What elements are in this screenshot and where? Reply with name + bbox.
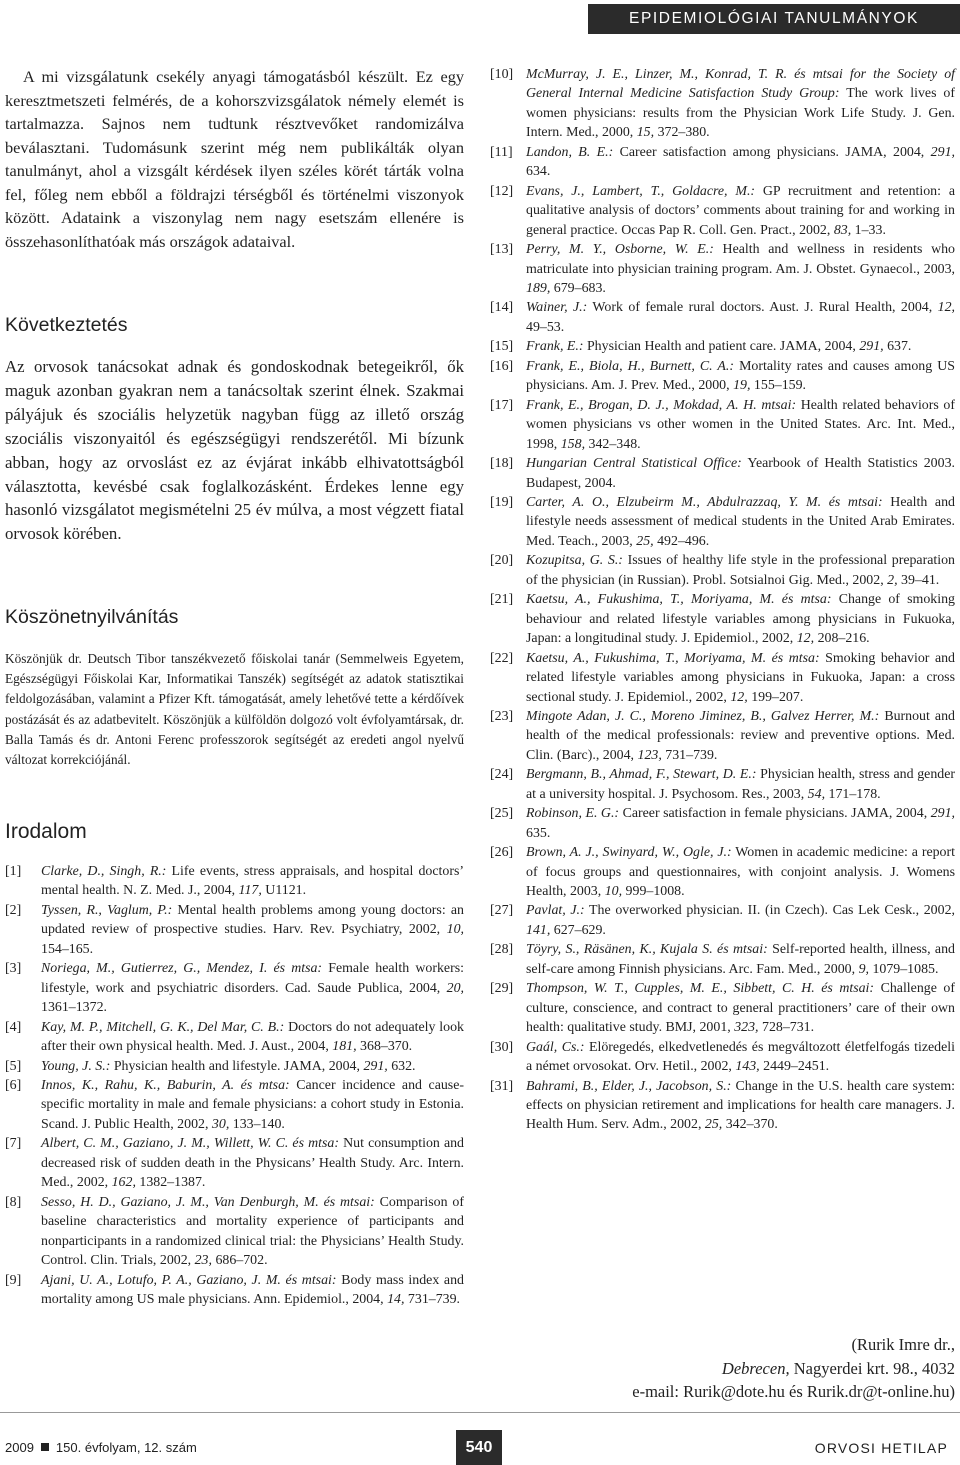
reference-number: [7]: [5, 1136, 22, 1152]
reference-authors: Bahrami, B., Elder, J., Jacobson, S.:: [526, 1078, 732, 1094]
reference-number: [25]: [490, 806, 514, 822]
reference-number: [2]: [5, 902, 22, 918]
reference-number: [15]: [490, 339, 514, 355]
reference-volume: 181,: [332, 1039, 357, 1055]
reference-pages: 368–370.: [356, 1039, 413, 1055]
reference-item: [490, 551, 955, 590]
reference-text: Women in academic medicine: a report of focus groups and questionnaires, with conjoint analysis. J. Womens Health, 2003,: [526, 845, 955, 900]
reference-volume: 25,: [636, 533, 654, 549]
reference-number: [30]: [490, 1039, 514, 1055]
reference-number: [10]: [490, 67, 514, 82]
reference-text: Change in the U.S. health care system: effects on physician retirement and implications for health care managers. J. Health Hum. Serv. Adm., 2002,: [526, 1078, 955, 1133]
square-bullet-icon: [41, 1443, 49, 1451]
reference-item: [5, 1076, 464, 1134]
reference-volume: 141,: [526, 922, 551, 938]
reference-text: Career satisfaction among physicians. JAMA, 2004,: [613, 144, 931, 160]
reference-item: [490, 843, 955, 901]
reference-number: [23]: [490, 708, 514, 724]
reference-authors: Evans, J., Lambert, T., Goldacre, M.:: [526, 183, 756, 199]
reference-text: Smoking behavior and related lifestyle variables among physicians in Fukuoka, Japan: a cross sectional study. J. Epidemiol., 2002,: [526, 650, 955, 705]
reference-authors: Brown, A. J., Swinyard, W., Ogle, J.:: [526, 845, 732, 861]
reference-item: [490, 493, 955, 551]
reference-volume: 143,: [735, 1059, 760, 1075]
reference-authors: Frank, E., Brogan, D. J., Mokdad, A. H. mtsai:: [526, 397, 797, 413]
reference-pages: 372–380.: [654, 125, 710, 141]
reference-item: [490, 182, 955, 240]
reference-text: Health and wellness in residents who matriculate into physician training program. Am. J. Obstet. Gynaecol., 2003,: [526, 242, 956, 277]
reference-authors: McMurray, J. E., Linzer, M., Konrad, T. R. és mtsai for the Society of General Internal Medicine Satisfaction Study Group:: [526, 67, 955, 102]
reference-text: Physician health, stress and gender at a university hospital. J. Psychosom. Res., 2003,: [526, 767, 955, 802]
reference-pages: 731–739.: [404, 1291, 461, 1307]
reference-text: Burnout and health of the medical professionals: review and preventive options. Med. Clin. (Barc)., 2004,: [526, 708, 955, 763]
reference-number: [4]: [5, 1019, 22, 1035]
reference-item: [490, 707, 955, 765]
reference-authors: Bergmann, B., Ahmad, F., Stewart, D. E.:: [526, 767, 757, 783]
reference-text: Life events, stress appraisals, and hospital doctors’ mental health. N. Z. Med. J., 2004,: [41, 864, 464, 899]
reference-pages: 39–41.: [897, 572, 940, 588]
references-list-left: [5, 862, 464, 1309]
reference-number: [31]: [490, 1078, 514, 1094]
reference-pages: 1382–1387.: [135, 1175, 206, 1191]
reference-volume: 291,: [363, 1058, 388, 1074]
reference-pages: 1–33.: [851, 222, 886, 238]
reference-number: [8]: [5, 1194, 22, 1210]
address-street-line: [490, 1357, 955, 1381]
reference-item: [5, 1193, 464, 1271]
page-number: 540: [456, 1430, 502, 1465]
reference-pages: 49–53.: [526, 319, 565, 335]
reference-item: [5, 862, 464, 901]
reference-pages: U1121.: [261, 883, 307, 899]
address-name: (Rurik Imre dr.,: [851, 1335, 955, 1354]
reference-pages: 632.: [387, 1058, 416, 1074]
reference-item: [490, 804, 955, 843]
reference-authors: Noriega, M., Gutierrez, G., Mendez, I. és mtsa:: [41, 961, 323, 977]
reference-text: Yearbook of Health Statistics 2003. Budapest, 2004.: [526, 456, 955, 491]
reference-number: [5]: [5, 1058, 22, 1074]
reference-authors: Kay, M. P., Mitchell, G. K., Del Mar, C. B.:: [41, 1019, 285, 1035]
reference-text: Nut consumption and decreased risk of sudden death in the Physicans’ Health Study. Arc. Intern. Med., 2002,: [41, 1136, 465, 1191]
reference-text: Mental health problems among young doctors: an updated review of prospective studies. Harv. Rev. Psychiatry, 2002,: [41, 902, 464, 938]
references-heading: Irodalom: [5, 820, 87, 843]
reference-authors: Robinson, E. G.:: [526, 806, 620, 822]
reference-number: [27]: [490, 903, 514, 919]
reference-authors: Kozupitsa, G. S.:: [526, 553, 623, 569]
reference-authors: Landon, B. E.:: [526, 144, 614, 160]
page-header: [0, 0, 960, 37]
reference-volume: 12,: [730, 689, 748, 705]
reference-text: Mortality rates and causes among US physicians. Am. J. Prev. Med., 2000,: [526, 358, 955, 394]
reference-text: The work lives of women physicians: results from the Physician Work Life Study. J. Gen. Intern. Med., 2000,: [526, 86, 955, 141]
section-title: EPIDEMIOLÓGIAI TANULMÁNYOK: [588, 4, 960, 34]
reference-number: [12]: [490, 183, 514, 199]
address-city: Debrecen,: [721, 1358, 790, 1378]
reference-number: [26]: [490, 845, 514, 861]
reference-item: [490, 240, 955, 298]
reference-authors: Kaetsu, A., Fukushima, T., Moriyama, M. és mtsa:: [526, 592, 832, 608]
reference-volume: 25,: [704, 1117, 723, 1133]
reference-pages: 342–348.: [585, 436, 641, 452]
reference-authors: Mingote Adan, J. C., Moreno Jiminez, B., Galvez Herrer, M.:: [526, 708, 880, 724]
reference-text: Physician health and lifestyle. JAMA, 2004,: [110, 1058, 364, 1074]
reference-authors: Carter, A. O., Elzubeirm M., Abdulrazzaq, Y. M. és mtsai:: [526, 494, 883, 510]
reference-number: [29]: [490, 981, 514, 997]
reference-volume: 83,: [833, 222, 852, 238]
reference-volume: 20,: [446, 980, 464, 996]
reference-volume: 291,: [930, 144, 955, 160]
reference-text: Self-reported health, illness, and self-care among Finnish physicians. Arc. Fam. Med., 2000,: [526, 942, 955, 977]
conclusion-heading: Következtetés: [5, 314, 128, 336]
reference-number: [14]: [490, 300, 514, 316]
reference-volume: 12,: [796, 631, 815, 647]
reference-text: Comparison of baseline characteristics and mortality experience of participants and nonparticipants in a randomized clinical trial: the Physicians’ Health Study. Control. Clin. Trials, 2002,: [41, 1194, 464, 1269]
reference-volume: 291,: [859, 339, 884, 355]
reference-item: [490, 940, 955, 979]
address-street: Nagyerdei krt. 98., 4032: [789, 1358, 955, 1378]
reference-authors: Töyry, S., Räsänen, K., Kujala S. és mtsai:: [526, 942, 768, 958]
footer-issue-info: [5, 1440, 197, 1455]
reference-item: [490, 979, 955, 1037]
reference-item: [490, 765, 955, 804]
reference-authors: Ajani, U. A., Lotufo, P. A., Gaziano, J. M. és mtsai:: [41, 1272, 337, 1288]
reference-number: [11]: [490, 144, 513, 160]
reference-volume: 19,: [733, 378, 751, 394]
reference-pages: 999–1008.: [622, 884, 685, 900]
conclusion-paragraph: Az orvosok tanácsokat adnak és gondoskodnak betegeikről, ők maguk azonban gyakran nem a tanácsoltak szerint élnek. Szakmai pályájuk és szociális helyzetük nagyban függ az illető ország szociális viszonyaitól és egészségügyi rendszerétől. Mi bízunk abban, hogy az orvoslást ez az évjárat inkább elhivatottságból választotta, kevésbé csak foglalkozásként. Érdekes lenne egy hasonló vizsgálatot megismételni 25 év múlva, a most végzett fiatal orvosok körében.: [5, 357, 464, 544]
reference-item: [490, 454, 955, 493]
reference-number: [20]: [490, 553, 514, 569]
reference-item: [490, 396, 955, 454]
reference-item: [5, 1057, 464, 1076]
reference-volume: 323,: [734, 1020, 759, 1036]
reference-item: [5, 959, 464, 1017]
reference-volume: 54,: [807, 786, 826, 802]
reference-pages: 728–731.: [758, 1020, 815, 1036]
reference-item: [490, 337, 955, 356]
reference-number: [18]: [490, 456, 514, 472]
reference-number: [19]: [490, 494, 514, 510]
reference-pages: 686–702.: [211, 1253, 268, 1269]
references-list-right: [490, 65, 955, 1135]
reference-item: [490, 1077, 955, 1135]
reference-text: Career satisfaction in female physicians. JAMA, 2004,: [619, 806, 931, 822]
reference-item: [490, 357, 955, 396]
reference-text: Challenge of culture, conscience, and contract to general practitioners’ care of their own health: qualitative study. BMJ, 2001,: [526, 981, 955, 1036]
reference-number: [22]: [490, 650, 514, 666]
reference-text: Health and lifestyle needs assessment of medical students in the United Arab Emirates. Med. Teach., 2003,: [526, 494, 955, 549]
reference-number: [17]: [490, 397, 514, 413]
reference-pages: 634.: [526, 164, 551, 180]
reference-pages: 133–140.: [229, 1116, 285, 1132]
reference-authors: Wainer, J.:: [526, 300, 588, 316]
reference-text: The overworked physician. II. (in Czech). Cas Lek Cesk., 2002,: [584, 903, 955, 919]
reference-pages: 342–370.: [722, 1117, 778, 1133]
reference-item: [490, 65, 955, 143]
reference-volume: 10,: [446, 922, 464, 938]
reference-authors: Perry, M. Y., Osborne, W. E.:: [526, 242, 714, 258]
reference-authors: Frank, E., Biola, H., Burnett, C. A.:: [526, 358, 735, 374]
reference-text: Work of female rural doctors. Aust. J. Rural Health, 2004,: [587, 300, 938, 316]
reference-authors: Pavlat, J.:: [526, 903, 585, 919]
reference-item: [5, 1134, 464, 1192]
reference-item: [490, 1038, 955, 1077]
reference-item: [490, 649, 955, 707]
reference-number: [16]: [490, 358, 514, 374]
reference-item: [5, 1271, 464, 1310]
reference-number: [28]: [490, 942, 514, 958]
reference-text: Change of smoking behaviour and related lifestyle variables among physicians in Fukuoka, Japan: a longitudinal study. J. Epidemiol., 2002,: [526, 592, 955, 647]
footer-divider: [0, 1412, 960, 1413]
reference-text: Doctors do not adequately look after their own physical health. Med. J. Aust., 2004,: [41, 1019, 464, 1055]
reference-number: [24]: [490, 767, 514, 783]
reference-volume: 158,: [560, 436, 586, 452]
reference-pages: 637.: [883, 339, 912, 355]
reference-number: [1]: [5, 864, 22, 879]
reference-number: [21]: [490, 592, 514, 608]
reference-text: Body mass index and mortality among US male physicians. Ann. Epidemiol., 2004,: [41, 1272, 464, 1307]
reference-authors: Frank, E.:: [526, 339, 584, 355]
reference-volume: 30,: [211, 1116, 230, 1132]
reference-authors: Albert, C. M., Gaziano, J. M., Willett, W. C. és mtsa:: [41, 1136, 339, 1152]
reference-volume: 10,: [604, 884, 623, 900]
reference-pages: 2449–2451.: [759, 1059, 830, 1075]
reference-pages: 208–216.: [814, 631, 870, 647]
reference-volume: 291,: [930, 806, 955, 822]
reference-volume: 23,: [194, 1253, 212, 1269]
reference-authors: Kaetsu, A., Fukushima, T., Moriyama, M. és mtsa:: [526, 650, 820, 666]
reference-authors: Sesso, H. D., Gaziano, J. M., Van Denburgh, M. és mtsai:: [41, 1194, 375, 1210]
reference-text: Cancer incidence and cause-specific mortality in male and female physicians: a cohort study in Estonia. Scand. J. Public Health, 2002,: [41, 1077, 465, 1132]
reference-text: Issues of healthy life style in the professional preparation of the physician (in Russian). Probl. Sotsialnoi Gig. Med., 2002,: [526, 553, 955, 588]
reference-volume: 14,: [387, 1291, 405, 1307]
reference-pages: 679–683.: [550, 280, 606, 296]
reference-pages: 627–629.: [550, 922, 606, 938]
reference-number: [3]: [5, 961, 22, 977]
footer-year: 2009: [5, 1440, 34, 1455]
reference-pages: 154–165.: [41, 941, 94, 957]
reference-authors: Innos, K., Rahu, K., Baburin, A. és mtsa:: [41, 1077, 290, 1093]
reference-pages: 635.: [526, 825, 551, 841]
reference-volume: 162,: [111, 1175, 136, 1191]
reference-number: [9]: [5, 1272, 22, 1288]
reference-text: Elöregedés, elkedvetlenedés és megváltozott életfelfogás tizedeli a német orvosokat. Orv. Hetil., 2002,: [526, 1039, 955, 1075]
reference-volume: 123,: [637, 747, 662, 763]
reference-pages: 1079–1085.: [868, 961, 939, 977]
reference-authors: Young, J. S.:: [41, 1058, 111, 1074]
reference-pages: 1361–1372.: [41, 1000, 107, 1016]
reference-text: Physician Health and patient care. JAMA, 2004,: [583, 339, 860, 355]
reference-number: [13]: [490, 242, 514, 258]
reference-volume: 15,: [636, 125, 655, 141]
reference-volume: 12,: [937, 300, 955, 316]
correspondence-address: [490, 1333, 955, 1404]
reference-item: [490, 590, 955, 648]
footer-issue: 150. évfolyam, 12. szám: [55, 1440, 197, 1455]
reference-volume: 9,: [858, 961, 869, 977]
reference-item: [5, 901, 464, 959]
address-email: e-mail: Rurik@dote.hu és Rurik.dr@t-online.hu): [632, 1382, 955, 1401]
reference-volume: 189,: [526, 280, 551, 296]
acknowledgement-paragraph: Köszönjük dr. Deutsch Tibor tanszékvezető főiskolai tanár (Semmelweis Egyetem, Egészségügyi Főiskolai Kar, Informatikai Tanszék) segítségét az adatok statisztikai feldolgozásában, valamint a Pfizer Kft. támogatását, amely lehetővé tette a kérdőívek postázását és az adatbevitelt. Köszönjük a külföldön dolgozó volt évfolyamtársak, dr. Balla Tamás és dr. Antoni Ferenc professzorok segítségét az eredeti angol nyelvű változat korrekciójánál.: [5, 651, 464, 768]
reference-item: [490, 143, 955, 182]
reference-item: [490, 901, 955, 940]
reference-pages: 155–159.: [750, 378, 807, 394]
reference-text: Health related behaviors of women physicians vs other women in the United States. Arc. Int. Med., 1998,: [526, 397, 955, 452]
reference-volume: 117,: [238, 883, 262, 899]
reference-pages: 199–207.: [747, 689, 804, 705]
reference-authors: Tyssen, R., Vaglum, P.:: [41, 902, 173, 918]
reference-volume: 2,: [887, 572, 898, 588]
reference-authors: Gaál, Cs.:: [526, 1039, 585, 1055]
acknowledgement-heading: Köszönetnyilvánítás: [5, 606, 179, 628]
reference-pages: 731–739.: [661, 747, 718, 763]
reference-text: Female health workers: lifestyle, work and psychiatric disorders. Cad. Saude Publica, 2004,: [41, 961, 464, 996]
intro-paragraph: A mi vizsgálatunk csekély anyagi támogatásból készült. Ez egy keresztmetszeti felmérés, de a kohorszvizsgálatok némely elemét is tartalmazza. Sajnos nem tudtunk résztvevőket randomizálva beválasztani. Tudomásunk szerint még nem publikálták olyan tanulmányt, ahol a vizsgált kérdések ilyen széles körét tárták volna fel, főleg nem ebből a földrajzi térségből és történelmi viszonyok között. Adataink a viszonylag nem nagy esetszám ellenére is összehasonlíthatóak más országok adataival.: [5, 67, 464, 251]
reference-number: [6]: [5, 1077, 22, 1093]
reference-pages: 171–178.: [825, 786, 881, 802]
reference-item: [5, 1018, 464, 1057]
reference-authors: Hungarian Central Statistical Office:: [526, 456, 742, 472]
reference-authors: Thompson, W. T., Cupples, M. E., Sibbett, C. H. és mtsai:: [526, 981, 875, 997]
reference-item: [490, 298, 955, 337]
reference-text: GP recruitment and retention: a qualitative analysis of doctors’ comments about training for and working in general practice. Occas Pap R. Coll. Gen. Pract., 2002,: [526, 183, 955, 238]
page-footer: [0, 1412, 960, 1465]
reference-pages: 492–496.: [653, 533, 710, 549]
reference-authors: Clarke, D., Singh, R.:: [41, 864, 167, 879]
journal-name: ORVOSI HETILAP: [814, 1440, 948, 1456]
